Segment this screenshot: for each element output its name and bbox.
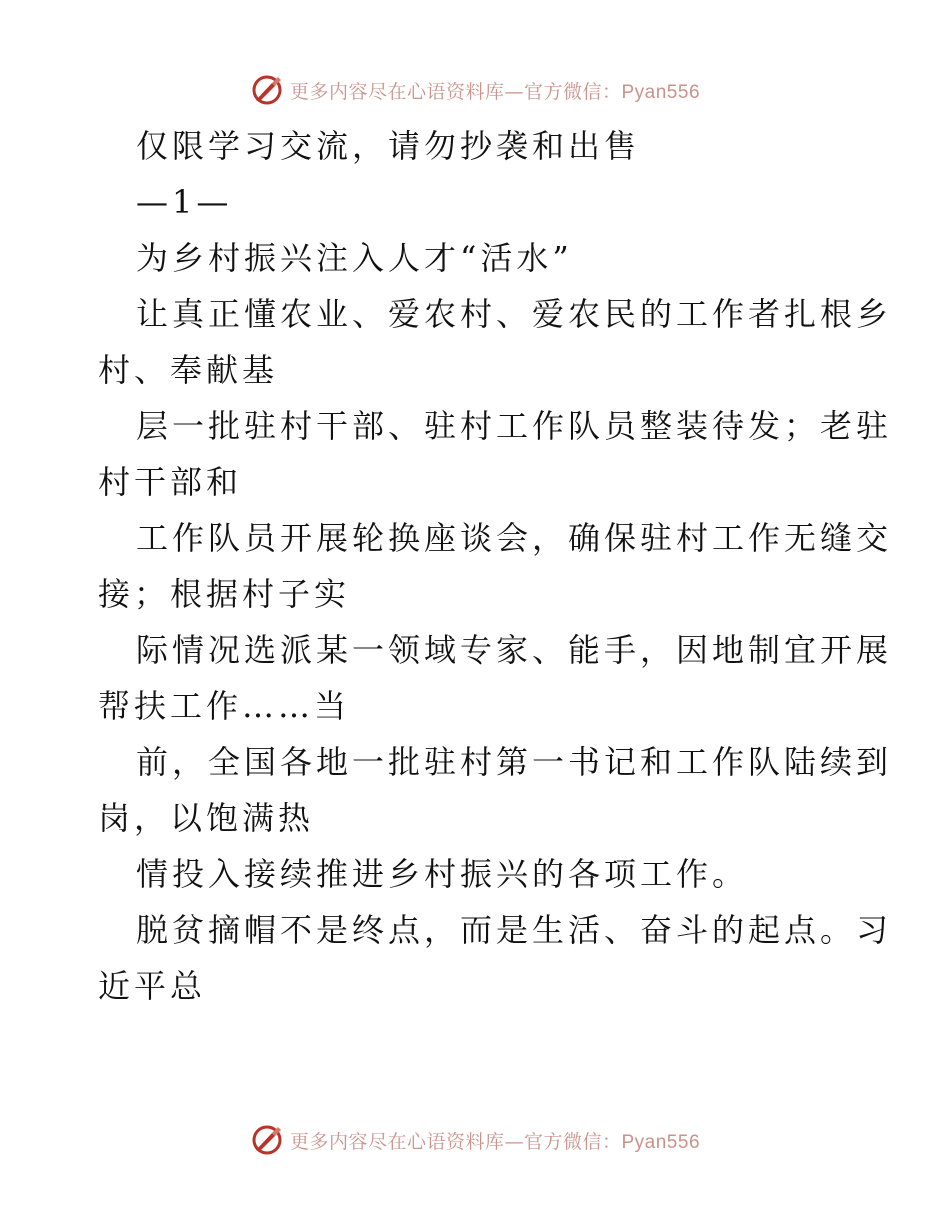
text-line: 村干部和: [98, 463, 243, 501]
text-line: 脱贫摘帽不是终点，而是生活、奋斗的起点。习: [136, 911, 893, 949]
text-line: 际情况选派某一领域专家、能手，因地制宜开展: [136, 631, 893, 669]
pen-logo-icon: [250, 73, 284, 107]
page-number-line: —1—: [136, 183, 233, 221]
text-line: 帮扶工作……当: [98, 687, 351, 725]
banner-text: [290, 1127, 700, 1154]
text-line: 仅限学习交流，请勿抄袭和出售: [136, 127, 641, 165]
document-body: [98, 118, 893, 1014]
text-line: 接；根据村子实: [98, 575, 351, 613]
banner-site-text: 更多内容尽在心语资料库: [289, 80, 505, 103]
text-line: 近平总: [98, 967, 207, 1005]
banner-text: [290, 77, 700, 104]
banner-site-text: 更多内容尽在心语资料库: [289, 1130, 505, 1153]
banner-wechat-label: 官方微信：: [523, 1130, 622, 1153]
text-line: 岗，以饱满热: [98, 799, 315, 837]
banner-separator: —: [504, 80, 524, 103]
banner-separator: —: [504, 1130, 524, 1153]
text-line: 工作队员开展轮换座谈会，确保驻村工作无缝交: [136, 519, 893, 557]
text-line: 情投入接续推进乡村振兴的各项工作。: [136, 855, 749, 893]
banner-wechat-id: Pyan556: [621, 81, 701, 103]
pen-logo-icon: [250, 1123, 284, 1157]
text-line: 前，全国各地一批驻村第一书记和工作队陆续到: [136, 743, 893, 781]
banner-wechat-id: Pyan556: [621, 1131, 701, 1153]
footer-banner: [0, 1122, 950, 1158]
text-line: 村、奉献基: [98, 351, 279, 389]
text-line: 层一批驻村干部、驻村工作队员整装待发；老驻: [136, 407, 893, 445]
header-banner: [0, 72, 950, 108]
section-heading: 为乡村振兴注入人才“活水”: [136, 239, 573, 277]
text-line: 让真正懂农业、爱农村、爱农民的工作者扎根乡: [136, 295, 893, 333]
banner-wechat-label: 官方微信：: [523, 80, 622, 103]
